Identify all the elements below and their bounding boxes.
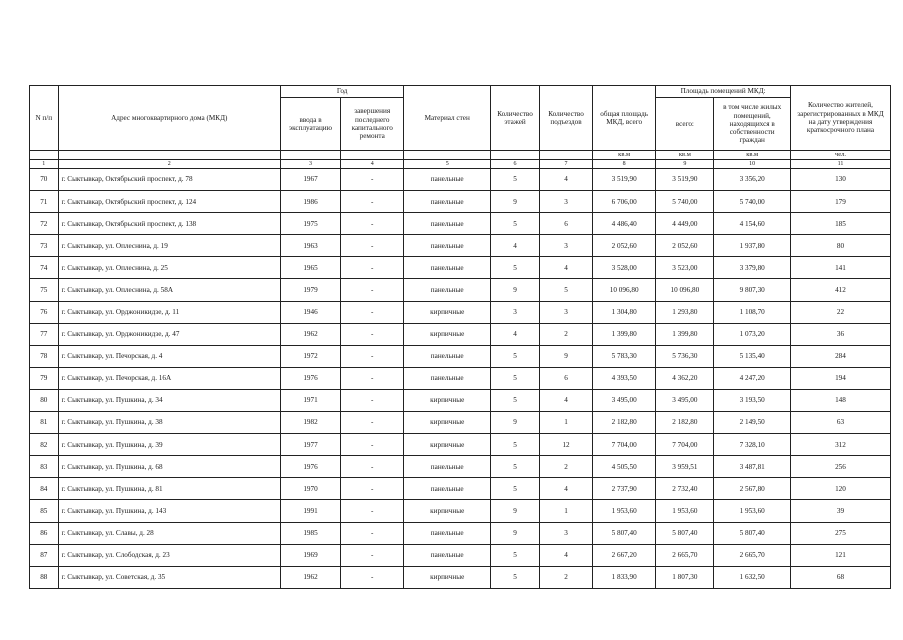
header-residents: Количество жителей, зарегистрированных в МКД на дату утверждения краткосрочного плана	[790, 86, 890, 151]
cell-residents: 121	[790, 544, 890, 566]
cell-area-private: 1 073,20	[714, 323, 791, 345]
table-row	[30, 389, 891, 411]
cell-year-repair: -	[341, 544, 404, 566]
column-number: 11	[790, 160, 890, 169]
cell-address: г. Сыктывкар, Октябрьский проспект, д. 124	[58, 191, 280, 213]
cell-area-private: 2 665,70	[714, 544, 791, 566]
cell-year-built: 1975	[280, 213, 340, 235]
unit-area-all: кв.м	[656, 151, 714, 160]
unit-empty	[540, 151, 593, 160]
cell-number: 72	[30, 213, 59, 235]
cell-year-repair: -	[341, 434, 404, 456]
cell-floors: 5	[491, 345, 540, 367]
cell-area-private: 3 379,80	[714, 257, 791, 279]
cell-area-private: 4 154,60	[714, 213, 791, 235]
table-row	[30, 279, 891, 301]
cell-address: г. Сыктывкар, ул. Оплеснина, д. 25	[58, 257, 280, 279]
cell-entrances: 5	[540, 279, 593, 301]
cell-year-repair: -	[341, 213, 404, 235]
cell-year-built: 1970	[280, 478, 340, 500]
cell-number: 83	[30, 456, 59, 478]
cell-address: г. Сыктывкар, Октябрьский проспект, д. 138	[58, 213, 280, 235]
header-row-top	[30, 86, 891, 98]
table-body	[30, 169, 891, 589]
cell-total-area: 3 519,90	[593, 169, 656, 191]
cell-year-repair: -	[341, 367, 404, 389]
cell-area-private: 5 135,40	[714, 345, 791, 367]
cell-residents: 148	[790, 389, 890, 411]
table-row	[30, 191, 891, 213]
cell-area-all: 3 523,00	[656, 257, 714, 279]
cell-floors: 5	[491, 478, 540, 500]
cell-entrances: 9	[540, 345, 593, 367]
cell-year-built: 1962	[280, 323, 340, 345]
cell-floors: 3	[491, 301, 540, 323]
cell-area-private: 5 807,40	[714, 522, 791, 544]
cell-year-repair: -	[341, 566, 404, 588]
cell-year-repair: -	[341, 169, 404, 191]
cell-year-built: 1972	[280, 345, 340, 367]
unit-area-private: кв.м	[714, 151, 791, 160]
cell-total-area: 4 486,40	[593, 213, 656, 235]
cell-area-all: 5 736,30	[656, 345, 714, 367]
cell-residents: 412	[790, 279, 890, 301]
cell-year-built: 1962	[280, 566, 340, 588]
cell-year-repair: -	[341, 323, 404, 345]
column-number: 3	[280, 160, 340, 169]
table-row	[30, 500, 891, 522]
cell-total-area: 2 052,60	[593, 235, 656, 257]
cell-year-built: 1982	[280, 412, 340, 434]
cell-address: г. Сыктывкар, ул. Печорская, д. 16А	[58, 367, 280, 389]
cell-entrances: 2	[540, 456, 593, 478]
cell-floors: 9	[491, 412, 540, 434]
cell-area-private: 7 328,10	[714, 434, 791, 456]
cell-wall-material: кирпичные	[404, 434, 491, 456]
cell-number: 84	[30, 478, 59, 500]
table-row	[30, 566, 891, 588]
cell-floors: 9	[491, 522, 540, 544]
cell-area-all: 4 449,00	[656, 213, 714, 235]
cell-floors: 5	[491, 169, 540, 191]
unit-empty	[404, 151, 491, 160]
cell-wall-material: кирпичные	[404, 301, 491, 323]
column-number: 5	[404, 160, 491, 169]
table-row	[30, 257, 891, 279]
cell-entrances: 6	[540, 367, 593, 389]
cell-wall-material: панельные	[404, 257, 491, 279]
table-row	[30, 367, 891, 389]
header-area-group: Площадь помещений МКД:	[656, 86, 791, 98]
cell-entrances: 6	[540, 213, 593, 235]
cell-area-private: 2 567,80	[714, 478, 791, 500]
header-year-repair: завершения последнего капитального ремонта	[341, 98, 404, 151]
cell-year-repair: -	[341, 389, 404, 411]
cell-floors: 5	[491, 566, 540, 588]
header-entrances: Количество подъездов	[540, 86, 593, 151]
cell-residents: 256	[790, 456, 890, 478]
cell-area-all: 1 953,60	[656, 500, 714, 522]
cell-number: 88	[30, 566, 59, 588]
header-address: Адрес многоквартирного дома (МКД)	[58, 86, 280, 151]
cell-residents: 179	[790, 191, 890, 213]
header-number: N п/п	[30, 86, 59, 151]
cell-area-all: 2 182,80	[656, 412, 714, 434]
cell-year-repair: -	[341, 279, 404, 301]
cell-year-built: 1971	[280, 389, 340, 411]
table-row	[30, 235, 891, 257]
cell-floors: 5	[491, 367, 540, 389]
cell-year-repair: -	[341, 301, 404, 323]
cell-address: г. Сыктывкар, ул. Пушкина, д. 143	[58, 500, 280, 522]
cell-wall-material: кирпичные	[404, 389, 491, 411]
column-number: 2	[58, 160, 280, 169]
cell-year-built: 1976	[280, 367, 340, 389]
cell-area-all: 4 362,20	[656, 367, 714, 389]
cell-wall-material: панельные	[404, 169, 491, 191]
cell-address: г. Сыктывкар, ул. Пушкина, д. 68	[58, 456, 280, 478]
cell-year-built: 1946	[280, 301, 340, 323]
cell-year-repair: -	[341, 500, 404, 522]
header-area-private: в том числе жилых помещений, находящихся в собственности граждан	[714, 98, 791, 151]
housing-registry-table	[29, 85, 891, 589]
cell-entrances: 12	[540, 434, 593, 456]
cell-address: г. Сыктывкар, ул. Пушкина, д. 38	[58, 412, 280, 434]
cell-wall-material: панельные	[404, 544, 491, 566]
cell-number: 78	[30, 345, 59, 367]
cell-area-all: 5 740,00	[656, 191, 714, 213]
cell-year-repair: -	[341, 257, 404, 279]
cell-number: 73	[30, 235, 59, 257]
cell-number: 85	[30, 500, 59, 522]
header-area-all: всего:	[656, 98, 714, 151]
cell-year-repair: -	[341, 191, 404, 213]
table-row	[30, 301, 891, 323]
cell-total-area: 7 704,00	[593, 434, 656, 456]
cell-address: г. Сыктывкар, ул. Орджоникидзе, д. 47	[58, 323, 280, 345]
cell-total-area: 2 182,80	[593, 412, 656, 434]
cell-area-private: 1 953,60	[714, 500, 791, 522]
cell-total-area: 3 495,00	[593, 389, 656, 411]
column-number: 1	[30, 160, 59, 169]
table-row	[30, 456, 891, 478]
unit-empty	[30, 151, 59, 160]
cell-address: г. Сыктывкар, ул. Пушкина, д. 39	[58, 434, 280, 456]
cell-total-area: 5 783,30	[593, 345, 656, 367]
cell-area-all: 2 052,60	[656, 235, 714, 257]
cell-entrances: 1	[540, 412, 593, 434]
cell-total-area: 1 399,80	[593, 323, 656, 345]
cell-residents: 130	[790, 169, 890, 191]
cell-number: 75	[30, 279, 59, 301]
cell-year-built: 1967	[280, 169, 340, 191]
cell-entrances: 2	[540, 566, 593, 588]
column-number: 9	[656, 160, 714, 169]
cell-floors: 9	[491, 191, 540, 213]
cell-year-built: 1976	[280, 456, 340, 478]
cell-residents: 68	[790, 566, 890, 588]
units-row	[30, 151, 891, 160]
cell-area-private: 9 807,30	[714, 279, 791, 301]
cell-residents: 312	[790, 434, 890, 456]
cell-area-private: 4 247,20	[714, 367, 791, 389]
cell-area-private: 3 193,50	[714, 389, 791, 411]
column-number: 10	[714, 160, 791, 169]
cell-number: 76	[30, 301, 59, 323]
cell-year-repair: -	[341, 412, 404, 434]
cell-year-repair: -	[341, 522, 404, 544]
cell-residents: 120	[790, 478, 890, 500]
cell-number: 86	[30, 522, 59, 544]
header-year-group: Год	[280, 86, 403, 98]
column-number: 6	[491, 160, 540, 169]
cell-address: г. Сыктывкар, ул. Пушкина, д. 81	[58, 478, 280, 500]
table-row	[30, 323, 891, 345]
header-total-area: общая площадь МКД, всего	[593, 86, 656, 151]
cell-year-built: 1965	[280, 257, 340, 279]
cell-total-area: 1 304,80	[593, 301, 656, 323]
cell-floors: 5	[491, 544, 540, 566]
cell-area-all: 3 495,00	[656, 389, 714, 411]
cell-year-repair: -	[341, 478, 404, 500]
cell-residents: 284	[790, 345, 890, 367]
cell-total-area: 2 737,90	[593, 478, 656, 500]
cell-floors: 9	[491, 500, 540, 522]
cell-entrances: 1	[540, 500, 593, 522]
cell-number: 79	[30, 367, 59, 389]
cell-residents: 63	[790, 412, 890, 434]
table-row	[30, 345, 891, 367]
cell-area-all: 1 399,80	[656, 323, 714, 345]
cell-address: г. Сыктывкар, ул. Слободская, д. 23	[58, 544, 280, 566]
cell-year-built: 1963	[280, 235, 340, 257]
cell-residents: 275	[790, 522, 890, 544]
cell-residents: 194	[790, 367, 890, 389]
cell-wall-material: кирпичные	[404, 412, 491, 434]
cell-address: г. Сыктывкар, ул. Печорская, д. 4	[58, 345, 280, 367]
column-number: 7	[540, 160, 593, 169]
cell-total-area: 6 706,00	[593, 191, 656, 213]
table-row	[30, 434, 891, 456]
cell-year-built: 1986	[280, 191, 340, 213]
cell-number: 82	[30, 434, 59, 456]
cell-residents: 22	[790, 301, 890, 323]
cell-number: 70	[30, 169, 59, 191]
cell-year-repair: -	[341, 235, 404, 257]
cell-floors: 5	[491, 456, 540, 478]
cell-wall-material: панельные	[404, 456, 491, 478]
cell-total-area: 2 667,20	[593, 544, 656, 566]
cell-area-all: 7 704,00	[656, 434, 714, 456]
cell-wall-material: панельные	[404, 279, 491, 301]
cell-address: г. Сыктывкар, ул. Оплеснина, д. 58А	[58, 279, 280, 301]
cell-area-all: 2 665,70	[656, 544, 714, 566]
column-numbers-row	[30, 160, 891, 169]
cell-entrances: 4	[540, 389, 593, 411]
cell-entrances: 2	[540, 323, 593, 345]
table-row	[30, 544, 891, 566]
cell-address: г. Сыктывкар, Октябрьский проспект, д. 78	[58, 169, 280, 191]
cell-total-area: 4 393,50	[593, 367, 656, 389]
cell-year-built: 1977	[280, 434, 340, 456]
cell-year-repair: -	[341, 345, 404, 367]
unit-residents: чел.	[790, 151, 890, 160]
cell-floors: 4	[491, 323, 540, 345]
unit-empty	[280, 151, 340, 160]
cell-address: г. Сыктывкар, ул. Орджоникидзе, д. 11	[58, 301, 280, 323]
table-row	[30, 478, 891, 500]
cell-total-area: 10 096,80	[593, 279, 656, 301]
cell-total-area: 1 953,60	[593, 500, 656, 522]
cell-wall-material: панельные	[404, 191, 491, 213]
cell-entrances: 4	[540, 478, 593, 500]
cell-floors: 9	[491, 279, 540, 301]
cell-floors: 5	[491, 213, 540, 235]
cell-area-all: 1 807,30	[656, 566, 714, 588]
cell-area-private: 1 937,80	[714, 235, 791, 257]
cell-year-repair: -	[341, 456, 404, 478]
unit-empty	[341, 151, 404, 160]
cell-number: 71	[30, 191, 59, 213]
cell-area-all: 5 807,40	[656, 522, 714, 544]
cell-area-private: 2 149,50	[714, 412, 791, 434]
cell-area-private: 3 487,81	[714, 456, 791, 478]
cell-total-area: 1 833,90	[593, 566, 656, 588]
cell-residents: 185	[790, 213, 890, 235]
cell-year-built: 1985	[280, 522, 340, 544]
unit-empty	[491, 151, 540, 160]
cell-address: г. Сыктывкар, ул. Оплеснина, д. 19	[58, 235, 280, 257]
cell-year-built: 1969	[280, 544, 340, 566]
cell-number: 74	[30, 257, 59, 279]
header-floors: Количество этажей	[491, 86, 540, 151]
cell-floors: 5	[491, 257, 540, 279]
cell-address: г. Сыктывкар, ул. Пушкина, д. 34	[58, 389, 280, 411]
column-number: 8	[593, 160, 656, 169]
cell-total-area: 5 807,40	[593, 522, 656, 544]
cell-wall-material: панельные	[404, 345, 491, 367]
cell-wall-material: панельные	[404, 235, 491, 257]
cell-entrances: 3	[540, 235, 593, 257]
table-row	[30, 522, 891, 544]
table-row	[30, 412, 891, 434]
unit-total-area: кв.м	[593, 151, 656, 160]
cell-area-all: 3 519,90	[656, 169, 714, 191]
cell-floors: 5	[491, 434, 540, 456]
cell-year-built: 1991	[280, 500, 340, 522]
cell-entrances: 3	[540, 522, 593, 544]
cell-number: 80	[30, 389, 59, 411]
cell-year-built: 1979	[280, 279, 340, 301]
column-number: 4	[341, 160, 404, 169]
table-row	[30, 169, 891, 191]
cell-wall-material: панельные	[404, 213, 491, 235]
cell-area-all: 2 732,40	[656, 478, 714, 500]
cell-area-private: 3 356,20	[714, 169, 791, 191]
cell-entrances: 4	[540, 544, 593, 566]
cell-area-all: 1 293,80	[656, 301, 714, 323]
cell-entrances: 4	[540, 169, 593, 191]
cell-area-private: 5 740,00	[714, 191, 791, 213]
cell-wall-material: панельные	[404, 367, 491, 389]
cell-area-private: 1 108,70	[714, 301, 791, 323]
cell-entrances: 3	[540, 301, 593, 323]
cell-address: г. Сыктывкар, ул. Советская, д. 35	[58, 566, 280, 588]
cell-number: 87	[30, 544, 59, 566]
cell-wall-material: кирпичные	[404, 323, 491, 345]
header-year-built: ввода в эксплуатацию	[280, 98, 340, 151]
unit-empty	[58, 151, 280, 160]
cell-address: г. Сыктывкар, ул. Славы, д. 28	[58, 522, 280, 544]
cell-area-all: 3 959,51	[656, 456, 714, 478]
cell-residents: 39	[790, 500, 890, 522]
cell-wall-material: панельные	[404, 522, 491, 544]
cell-number: 81	[30, 412, 59, 434]
cell-floors: 5	[491, 389, 540, 411]
table-row	[30, 213, 891, 235]
cell-entrances: 4	[540, 257, 593, 279]
cell-wall-material: кирпичные	[404, 500, 491, 522]
cell-floors: 4	[491, 235, 540, 257]
cell-area-private: 1 632,50	[714, 566, 791, 588]
cell-residents: 80	[790, 235, 890, 257]
cell-residents: 36	[790, 323, 890, 345]
cell-wall-material: кирпичные	[404, 566, 491, 588]
cell-number: 77	[30, 323, 59, 345]
cell-total-area: 4 505,50	[593, 456, 656, 478]
cell-area-all: 10 096,80	[656, 279, 714, 301]
cell-wall-material: панельные	[404, 478, 491, 500]
cell-total-area: 3 528,00	[593, 257, 656, 279]
cell-entrances: 3	[540, 191, 593, 213]
cell-residents: 141	[790, 257, 890, 279]
header-wall-material: Материал стен	[404, 86, 491, 151]
